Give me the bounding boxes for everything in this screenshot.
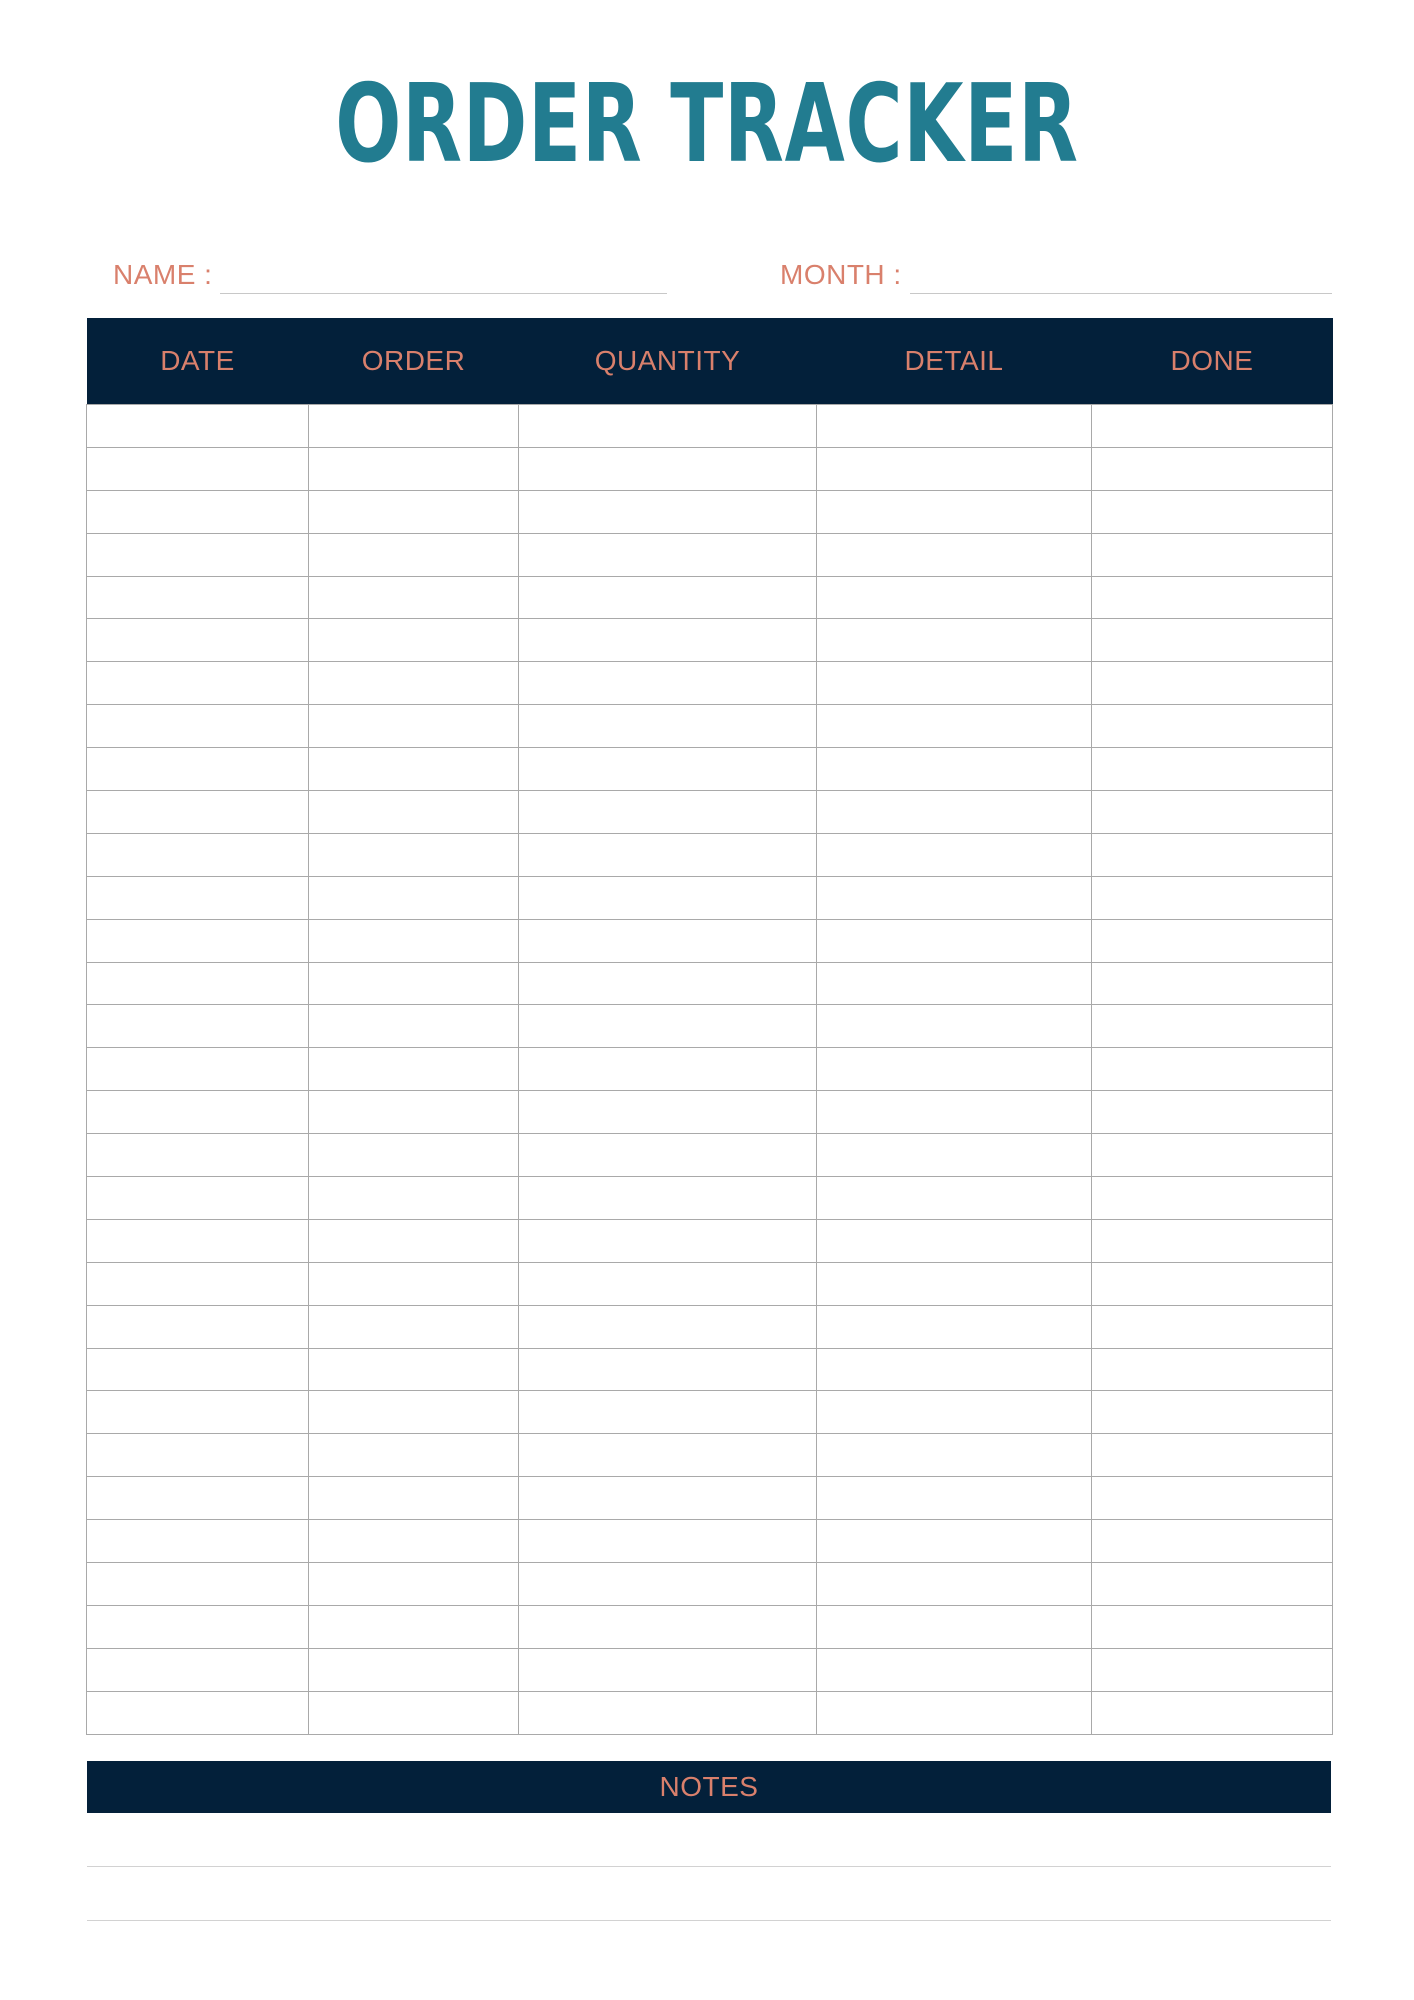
table-row (87, 962, 1333, 1005)
table-cell-date[interactable] (87, 1391, 309, 1434)
table-cell-quantity[interactable] (519, 919, 817, 962)
table-cell-date[interactable] (87, 1219, 309, 1262)
table-cell-detail[interactable] (817, 1691, 1092, 1734)
table-cell-detail[interactable] (817, 1219, 1092, 1262)
table-cell-quantity[interactable] (519, 962, 817, 1005)
table-cell-date[interactable] (87, 1691, 309, 1734)
table-cell-quantity[interactable] (519, 1048, 817, 1091)
table-row (87, 576, 1333, 619)
table-cell-done[interactable] (1092, 748, 1333, 791)
table-cell-detail[interactable] (817, 1134, 1092, 1177)
table-cell-detail[interactable] (817, 919, 1092, 962)
table-cell-date[interactable] (87, 662, 309, 705)
table-cell-detail[interactable] (817, 791, 1092, 834)
table-cell-detail[interactable] (817, 962, 1092, 1005)
table-cell-done[interactable] (1092, 1305, 1333, 1348)
table-cell-date[interactable] (87, 1134, 309, 1177)
table-cell-done[interactable] (1092, 662, 1333, 705)
table-cell-order[interactable] (309, 1563, 519, 1606)
table-cell-done[interactable] (1092, 1091, 1333, 1134)
table-row (87, 876, 1333, 919)
table-cell-quantity[interactable] (519, 405, 817, 448)
column-header-done: DONE (1092, 318, 1333, 405)
table-cell-done[interactable] (1092, 1691, 1333, 1734)
table-cell-date[interactable] (87, 405, 309, 448)
table-cell-done[interactable] (1092, 533, 1333, 576)
table-row (87, 1605, 1333, 1648)
table-cell-date[interactable] (87, 619, 309, 662)
table-cell-order[interactable] (309, 919, 519, 962)
table-cell-quantity[interactable] (519, 1605, 817, 1648)
notes-line[interactable] (87, 1920, 1331, 1921)
table-body (87, 405, 1333, 1735)
table-row (87, 662, 1333, 705)
table-row (87, 1262, 1333, 1305)
month-field[interactable] (780, 254, 1332, 294)
table-cell-done[interactable] (1092, 576, 1333, 619)
table-cell-order[interactable] (309, 876, 519, 919)
table-cell-order[interactable] (309, 1219, 519, 1262)
table-cell-order[interactable] (309, 1048, 519, 1091)
table-header-row (87, 318, 1333, 405)
table-cell-done[interactable] (1092, 705, 1333, 748)
table-cell-done[interactable] (1092, 1477, 1333, 1520)
table-row (87, 1348, 1333, 1391)
table-cell-order[interactable] (309, 1005, 519, 1048)
table-cell-quantity[interactable] (519, 705, 817, 748)
table-row (87, 1648, 1333, 1691)
notes-header (87, 1761, 1331, 1813)
table-cell-done[interactable] (1092, 791, 1333, 834)
table-row (87, 1091, 1333, 1134)
table-cell-order[interactable] (309, 1605, 519, 1648)
table-cell-done[interactable] (1092, 1563, 1333, 1606)
table-cell-order[interactable] (309, 1177, 519, 1220)
table-cell-detail[interactable] (817, 876, 1092, 919)
table-cell-quantity[interactable] (519, 533, 817, 576)
table-cell-quantity[interactable] (519, 1134, 817, 1177)
table-cell-order[interactable] (309, 1477, 519, 1520)
table-row (87, 1434, 1333, 1477)
table-cell-order[interactable] (309, 705, 519, 748)
table-cell-date[interactable] (87, 533, 309, 576)
table-cell-detail[interactable] (817, 1262, 1092, 1305)
table-cell-quantity[interactable] (519, 1434, 817, 1477)
table-cell-date[interactable] (87, 1563, 309, 1606)
table-row (87, 919, 1333, 962)
table-cell-quantity[interactable] (519, 1648, 817, 1691)
table-cell-detail[interactable] (817, 619, 1092, 662)
table-cell-order[interactable] (309, 619, 519, 662)
table-cell-detail[interactable] (817, 1348, 1092, 1391)
table-cell-done[interactable] (1092, 876, 1333, 919)
table-row (87, 1219, 1333, 1262)
table-cell-quantity[interactable] (519, 1563, 817, 1606)
table-cell-order[interactable] (309, 1691, 519, 1734)
table-cell-detail[interactable] (817, 576, 1092, 619)
table-cell-done[interactable] (1092, 1348, 1333, 1391)
order-table (86, 318, 1333, 1735)
table-cell-date[interactable] (87, 748, 309, 791)
column-header-order: ORDER (309, 318, 519, 405)
table-cell-date[interactable] (87, 1177, 309, 1220)
table-cell-detail[interactable] (817, 490, 1092, 533)
table-cell-quantity[interactable] (519, 619, 817, 662)
table-cell-quantity[interactable] (519, 1477, 817, 1520)
table-cell-done[interactable] (1092, 490, 1333, 533)
table-cell-date[interactable] (87, 1305, 309, 1348)
table-cell-detail[interactable] (817, 1177, 1092, 1220)
table-cell-detail[interactable] (817, 705, 1092, 748)
table-cell-quantity[interactable] (519, 1177, 817, 1220)
column-header-detail: DETAIL (817, 318, 1092, 405)
table-row (87, 833, 1333, 876)
column-header-date: DATE (87, 318, 309, 405)
table-cell-quantity[interactable] (519, 1219, 817, 1262)
table-cell-order[interactable] (309, 576, 519, 619)
table-cell-date[interactable] (87, 447, 309, 490)
table-row (87, 791, 1333, 834)
table-row (87, 1048, 1333, 1091)
table-cell-order[interactable] (309, 662, 519, 705)
table-cell-quantity[interactable] (519, 1091, 817, 1134)
table-cell-quantity[interactable] (519, 1348, 817, 1391)
table-row (87, 1134, 1333, 1177)
table-cell-date[interactable] (87, 1520, 309, 1563)
table-cell-date[interactable] (87, 1091, 309, 1134)
table-row (87, 1305, 1333, 1348)
table-cell-date[interactable] (87, 1348, 309, 1391)
table-cell-date[interactable] (87, 1005, 309, 1048)
table-cell-detail[interactable] (817, 1005, 1092, 1048)
table-cell-detail[interactable] (817, 533, 1092, 576)
table-cell-detail[interactable] (817, 1648, 1092, 1691)
month-label: MONTH : (780, 259, 902, 290)
notes-line[interactable] (87, 1866, 1331, 1867)
table-row (87, 447, 1333, 490)
table-row (87, 533, 1333, 576)
table-cell-date[interactable] (87, 705, 309, 748)
table-cell-detail[interactable] (817, 662, 1092, 705)
table-row (87, 1691, 1333, 1734)
table-cell-detail[interactable] (817, 1391, 1092, 1434)
table-cell-done[interactable] (1092, 962, 1333, 1005)
table-cell-detail[interactable] (817, 1605, 1092, 1648)
table-row (87, 1177, 1333, 1220)
table-cell-order[interactable] (309, 447, 519, 490)
table-cell-quantity[interactable] (519, 576, 817, 619)
table-row (87, 1520, 1333, 1563)
table-cell-detail[interactable] (817, 447, 1092, 490)
name-field[interactable] (113, 254, 667, 294)
table-cell-quantity[interactable] (519, 1305, 817, 1348)
table-cell-order[interactable] (309, 1434, 519, 1477)
table-cell-quantity[interactable] (519, 791, 817, 834)
table-cell-quantity[interactable] (519, 490, 817, 533)
table-cell-quantity[interactable] (519, 876, 817, 919)
table-cell-quantity[interactable] (519, 833, 817, 876)
table-cell-done[interactable] (1092, 1262, 1333, 1305)
table-cell-order[interactable] (309, 1134, 519, 1177)
table-cell-order[interactable] (309, 490, 519, 533)
table-cell-done[interactable] (1092, 1605, 1333, 1648)
table-row (87, 490, 1333, 533)
table-cell-done[interactable] (1092, 1520, 1333, 1563)
table-cell-done[interactable] (1092, 1219, 1333, 1262)
table-row (87, 405, 1333, 448)
table-cell-date[interactable] (87, 1605, 309, 1648)
table-cell-detail[interactable] (817, 1048, 1092, 1091)
table-cell-done[interactable] (1092, 619, 1333, 662)
table-cell-done[interactable] (1092, 1134, 1333, 1177)
table-cell-done[interactable] (1092, 1391, 1333, 1434)
table-cell-detail[interactable] (817, 1091, 1092, 1134)
table-cell-quantity[interactable] (519, 447, 817, 490)
table-cell-order[interactable] (309, 1091, 519, 1134)
table-cell-order[interactable] (309, 791, 519, 834)
table-cell-detail[interactable] (817, 1477, 1092, 1520)
notes-label: NOTES (659, 1771, 759, 1802)
table-cell-date[interactable] (87, 576, 309, 619)
table-cell-detail[interactable] (817, 748, 1092, 791)
table-cell-detail[interactable] (817, 1563, 1092, 1606)
table-row (87, 705, 1333, 748)
table-cell-date[interactable] (87, 833, 309, 876)
table-cell-date[interactable] (87, 1477, 309, 1520)
table-cell-quantity[interactable] (519, 1691, 817, 1734)
table-row (87, 1005, 1333, 1048)
table-cell-done[interactable] (1092, 1434, 1333, 1477)
table-cell-date[interactable] (87, 962, 309, 1005)
table-cell-date[interactable] (87, 1648, 309, 1691)
table-cell-detail[interactable] (817, 1520, 1092, 1563)
table-cell-order[interactable] (309, 962, 519, 1005)
table-cell-done[interactable] (1092, 833, 1333, 876)
table-cell-order[interactable] (309, 533, 519, 576)
table-row (87, 1477, 1333, 1520)
table-cell-done[interactable] (1092, 919, 1333, 962)
table-cell-order[interactable] (309, 405, 519, 448)
table-cell-quantity[interactable] (519, 748, 817, 791)
table-cell-quantity[interactable] (519, 1005, 817, 1048)
table-cell-order[interactable] (309, 1520, 519, 1563)
table-cell-order[interactable] (309, 1262, 519, 1305)
table-row (87, 619, 1333, 662)
table-cell-detail[interactable] (817, 1434, 1092, 1477)
table-cell-order[interactable] (309, 1391, 519, 1434)
table-cell-quantity[interactable] (519, 662, 817, 705)
table-cell-quantity[interactable] (519, 1262, 817, 1305)
table-cell-quantity[interactable] (519, 1520, 817, 1563)
table-cell-done[interactable] (1092, 1648, 1333, 1691)
name-label: NAME : (113, 259, 213, 290)
table-cell-date[interactable] (87, 1262, 309, 1305)
table-cell-order[interactable] (309, 833, 519, 876)
table-cell-date[interactable] (87, 490, 309, 533)
name-input-line[interactable] (220, 259, 667, 294)
table-row (87, 748, 1333, 791)
table-cell-date[interactable] (87, 791, 309, 834)
table-cell-detail[interactable] (817, 1305, 1092, 1348)
page-title: ORDER TRACKER (335, 62, 1079, 187)
column-header-quantity: QUANTITY (519, 318, 817, 405)
table-cell-quantity[interactable] (519, 1391, 817, 1434)
table-cell-order[interactable] (309, 1648, 519, 1691)
table-cell-detail[interactable] (817, 833, 1092, 876)
table-cell-done[interactable] (1092, 405, 1333, 448)
table-row (87, 1563, 1333, 1606)
table-cell-done[interactable] (1092, 1177, 1333, 1220)
table-cell-date[interactable] (87, 919, 309, 962)
table-cell-order[interactable] (309, 748, 519, 791)
table-cell-date[interactable] (87, 876, 309, 919)
month-input-line[interactable] (910, 259, 1332, 294)
table-cell-done[interactable] (1092, 1005, 1333, 1048)
table-cell-date[interactable] (87, 1048, 309, 1091)
table-cell-detail[interactable] (817, 405, 1092, 448)
table-cell-done[interactable] (1092, 1048, 1333, 1091)
table-cell-date[interactable] (87, 1434, 309, 1477)
table-cell-done[interactable] (1092, 447, 1333, 490)
table-row (87, 1391, 1333, 1434)
table-cell-order[interactable] (309, 1348, 519, 1391)
table-cell-order[interactable] (309, 1305, 519, 1348)
